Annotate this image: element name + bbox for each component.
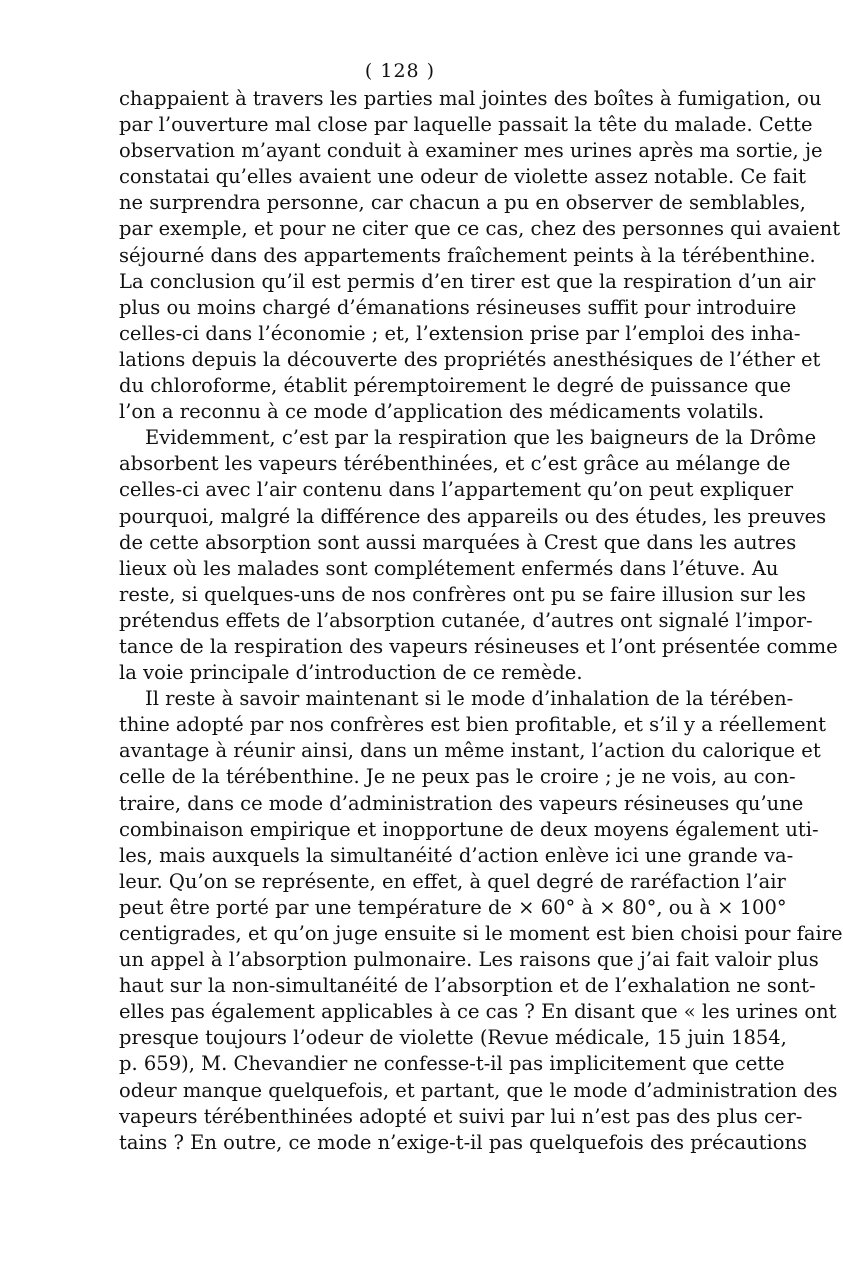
text-line: observation m’ayant conduit à examiner mes urines après ma sortie, je: [119, 139, 823, 163]
text-line: par exemple, et pour ne citer que ce cas, chez des personnes qui avaient: [119, 217, 841, 241]
text-line: absorbent les vapeurs térébenthinées, et c’est grâce au mélange de: [119, 452, 791, 476]
text-line: par l’ouverture mal close par laquelle passait la tête du malade. Cette: [119, 113, 813, 137]
text-line: combinaison empirique et inopportune de deux moyens également uti-: [119, 817, 819, 841]
text-line: tance de la respiration des vapeurs résineuses et l’ont présentée comme: [119, 634, 838, 658]
text-line: un appel à l’absorption pulmonaire. Les raisons que j’ai fait valoir plus: [119, 948, 819, 972]
text-line: vapeurs térébenthinées adopté et suivi par lui n’est pas des plus cer-: [119, 1104, 803, 1128]
text-line: odeur manque quelquefois, et partant, que le mode d’administration des: [119, 1078, 838, 1102]
text-line: la voie principale d’introduction de ce remède.: [119, 661, 583, 685]
text-line: peut être porté par une température de × 60° à × 80°, ou à × 100°: [119, 895, 787, 919]
text-line: centigrades, et qu’on juge ensuite si le moment est bien choisi pour faire: [119, 922, 843, 945]
text-line: thine adopté par nos confrères est bien profitable, et s’il y a réellement: [119, 713, 826, 737]
page-number: ( 128 ): [364, 60, 436, 82]
text-line: du chloroforme, établit péremptoirement le degré de puissance que: [119, 374, 792, 398]
text-line: haut sur la non-simultanéité de l’absorption et de l’exhalation ne sont-: [119, 974, 816, 998]
text-line: tains ? En outre, ce mode n’exige-t-il pas quelquefois des précautions: [119, 1130, 808, 1154]
text-line: lieux où les malades sont complétement enfermés dans l’étuve. Au: [119, 556, 779, 580]
text-line: p. 659), M. Chevandier ne confesse-t-il pas implicitement que cette: [119, 1052, 785, 1076]
text-line: chappaient à travers les parties mal jointes des boîtes à fumigation, ou: [119, 87, 822, 110]
text-line: l’on a reconnu à ce mode d’application des médicaments volatils.: [119, 400, 765, 424]
text-line: de cette absorption sont aussi marquées à Crest que dans les autres: [119, 530, 797, 554]
text-line: Il reste à savoir maintenant si le mode d’inhalation de la térében-: [145, 687, 794, 711]
body-text: [119, 86, 843, 1156]
text-line: Evidemment, c’est par la respiration que les baigneurs de la Drôme: [145, 426, 817, 450]
text-line: celle de la térébenthine. Je ne peux pas le croire ; je ne vois, au con-: [119, 765, 796, 789]
text-line: lations depuis la découverte des propriétés anesthésiques de l’éther et: [119, 347, 821, 371]
text-line: séjourné dans des appartements fraîchement peints à la térébenthine.: [119, 243, 816, 267]
text-line: pourquoi, malgré la différence des appareils ou des études, les preuves: [119, 504, 827, 528]
text-line: La conclusion qu’il est permis d’en tirer est que la respiration d’un air: [119, 269, 816, 293]
text-line: traire, dans ce mode d’administration des vapeurs résineuses qu’une: [119, 791, 804, 815]
text-line: les, mais auxquels la simultanéité d’action enlève ici une grande va-: [119, 843, 794, 867]
text-line: celles-ci dans l’économie ; et, l’extension prise par l’emploi des inha-: [119, 321, 801, 345]
text-line: celles-ci avec l’air contenu dans l’appartement qu’on peut expliquer: [119, 478, 794, 502]
text-line: elles pas également applicables à ce cas ? En disant que « les urines ont: [119, 1000, 837, 1024]
text-line: leur. Qu’on se représente, en effet, à quel degré de raréfaction l’air: [119, 869, 786, 893]
text-line: constatai qu’elles avaient une odeur de violette assez notable. Ce fait: [119, 165, 806, 189]
text-line: prétendus effets de l’absorption cutanée, d’autres ont signalé l’impor-: [119, 608, 813, 632]
text-line: plus ou moins chargé d’émanations résineuses suffit pour introduire: [119, 295, 797, 319]
text-line: reste, si quelques-uns de nos confrères ont pu se faire illusion sur les: [119, 582, 806, 606]
text-line: ne surprendra personne, car chacun a pu en observer de semblables,: [119, 191, 806, 215]
text-line: avantage à réunir ainsi, dans un même instant, l’action du calorique et: [119, 739, 821, 763]
text-line: presque toujours l’odeur de violette (Revue médicale, 15 juin 1854,: [119, 1026, 787, 1050]
